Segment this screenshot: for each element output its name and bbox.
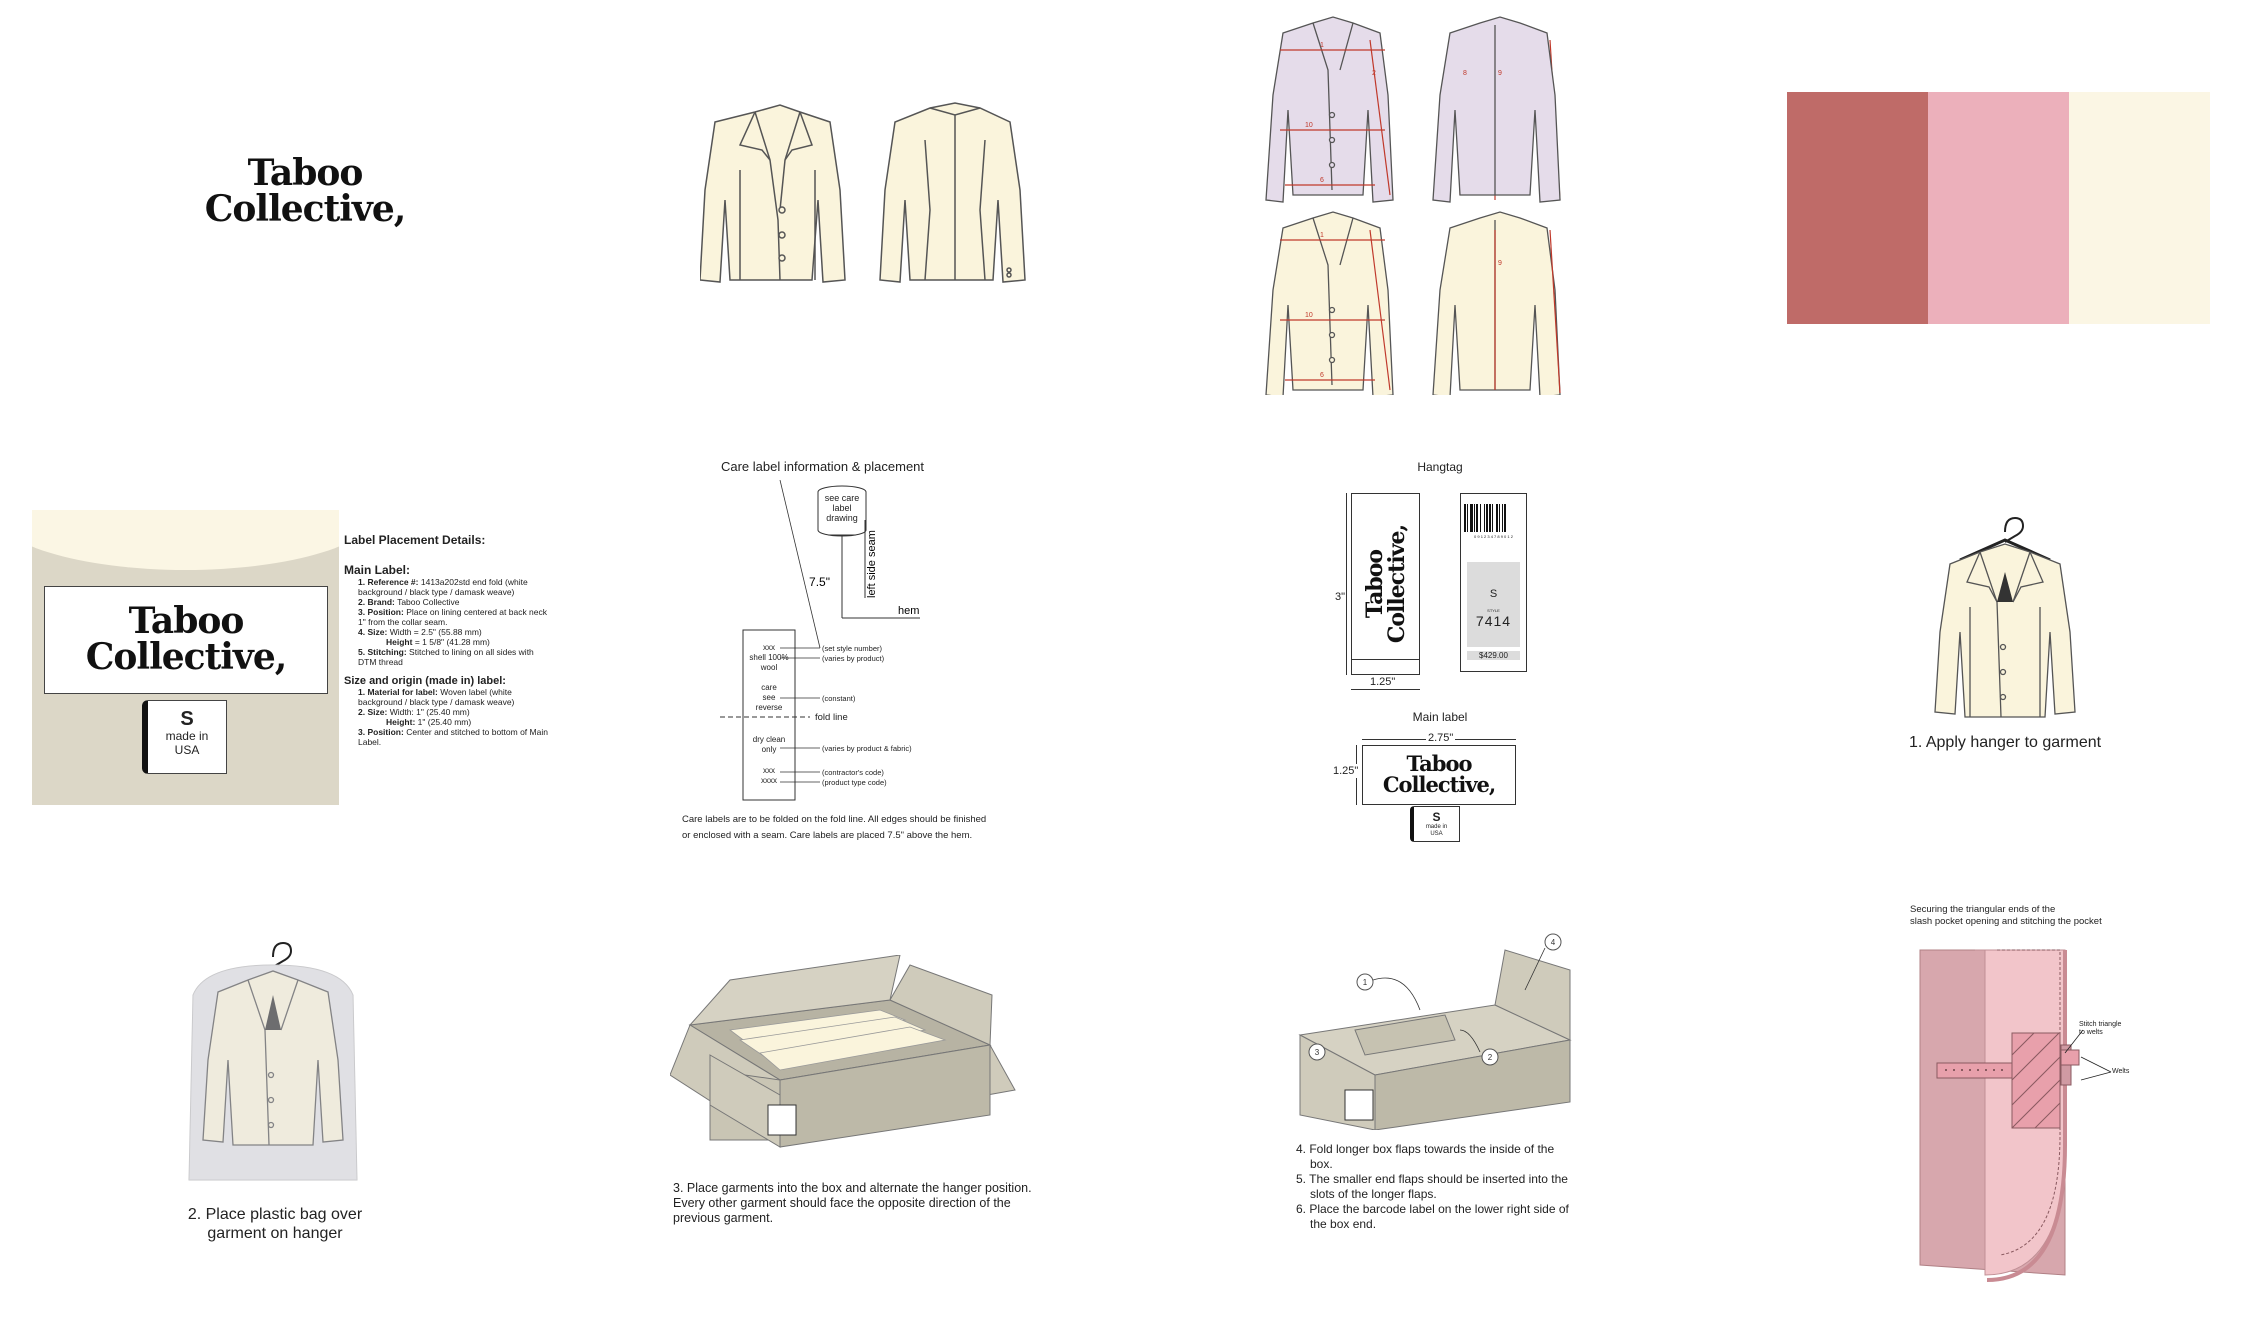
- label-detail-item: [358, 647, 554, 667]
- measure-num: 2: [1372, 70, 1376, 77]
- label-detail-num: 2.: [358, 597, 366, 607]
- main-label-items: [344, 577, 554, 667]
- care-label-text: care: [761, 683, 777, 692]
- label-detail-num: 1.: [358, 577, 366, 587]
- hangtag-bottom-strip: [1352, 659, 1419, 660]
- label-detail-key: Position:: [367, 607, 404, 617]
- step-5-line-2: slots of the longer flaps.: [1310, 1187, 1437, 1201]
- barcode-bar: [1504, 504, 1506, 532]
- label-detail-item: [358, 637, 554, 647]
- measure-front-lilac: [1266, 17, 1393, 202]
- jacket-in-bag: [185, 935, 360, 1185]
- barcode-bar: [1480, 504, 1481, 532]
- barcode: [1464, 504, 1524, 534]
- label-detail-num: 2.: [358, 707, 366, 717]
- size-origin-label: [142, 700, 227, 774]
- barcode-bar: [1486, 504, 1488, 532]
- step-3-line-3: previous garment.: [673, 1211, 774, 1225]
- measure-back-cream: [1433, 212, 1560, 395]
- label-detail-item: [358, 577, 554, 597]
- main-label-drawing-line-1: Taboo: [1406, 751, 1472, 776]
- care-callout: (varies by product & fabric): [822, 744, 912, 753]
- label-detail-value: Width = 2.5" (55.88 mm): [389, 627, 482, 637]
- label-detail-value: Woven label (white background / black type / damask weave): [358, 687, 515, 707]
- care-note-line-1: Care labels are to be folded on the fold line. All edges should be finished: [682, 814, 987, 825]
- step-2-line-1: 2. Place plastic bag over: [187, 1206, 363, 1223]
- care-label-text: xxx: [763, 766, 775, 775]
- main-label-drawing-line-2: Collective,: [1382, 772, 1496, 797]
- label-detail-value: Place on lining centered at back neck 1" from the collar seam.: [358, 607, 548, 627]
- label-detail-num: 5.: [358, 647, 366, 657]
- label-detail-key: Size:: [367, 707, 388, 717]
- hangtag-width-line: [1351, 689, 1420, 690]
- hangtag-style-label: STYLE: [1487, 608, 1500, 613]
- measure-num: 1: [1320, 232, 1324, 239]
- steps-4-6-caption: [1296, 1142, 1616, 1232]
- size-origin-made: made in: [165, 729, 209, 743]
- barcode-bar: [1470, 504, 1473, 532]
- measurement-specs: [1260, 15, 1600, 395]
- care-note-line-2: or enclosed with a seam. Care labels are placed 7.5" above the hem.: [682, 830, 973, 841]
- care-hem: hem: [898, 605, 920, 617]
- care-callout: (product type code): [822, 778, 887, 787]
- care-label-text: xxxx: [761, 776, 777, 785]
- pocket-callout-stitch: [2079, 1021, 2121, 1037]
- barcode-bar: [1496, 504, 1498, 532]
- step-3-line-1: 3. Place garments into the box and alternate the hanger position.: [673, 1181, 1032, 1195]
- label-detail-num: 3.: [358, 727, 366, 737]
- care-callout: (varies by product): [822, 654, 885, 663]
- pocket-title-line-2: slash pocket opening and stitching the pocket: [1910, 916, 2102, 927]
- step-2-caption: [160, 1205, 390, 1243]
- care-callout: fold line: [815, 712, 848, 723]
- care-note-line: drawing: [826, 513, 858, 523]
- main-label-width: 2.75": [1428, 732, 1454, 744]
- label-placement-title: Label Placement Details:: [344, 533, 486, 547]
- main-label-drawing: [1362, 745, 1516, 805]
- care-label-text: dry clean: [752, 735, 786, 744]
- label-detail-key: Height:: [386, 717, 416, 727]
- brand-line-1: Taboo: [247, 152, 363, 194]
- care-label-text: xxx: [763, 643, 775, 652]
- hangtag-height-line: [1346, 493, 1347, 675]
- box-step-number: 4: [1550, 938, 1556, 947]
- step-4-line-2: box.: [1310, 1157, 1333, 1171]
- hangtag-size: S: [1489, 588, 1498, 600]
- barcode-number: 0 9 1 2 3 4 7 8 9 0 1 2: [1474, 534, 1513, 539]
- hangtag-brand-line-2: Collective,: [1383, 524, 1410, 644]
- care-label-title: Care label information & placement: [720, 459, 925, 474]
- care-label-text: shell 100%: [749, 653, 789, 662]
- label-detail-item: [358, 597, 554, 607]
- label-detail-value: = 1 5/8" (41.28 mm): [414, 637, 490, 647]
- main-label-title: Main label: [1412, 710, 1468, 724]
- care-callout: (set style number): [822, 644, 883, 653]
- label-detail-value: Stitched to lining on all sides with DTM thread: [358, 647, 534, 667]
- lining-curve: [32, 510, 339, 570]
- closing-box: [1295, 930, 1595, 1130]
- label-detail-value: 1413a202std end fold (white background / black type / damask weave): [358, 577, 528, 597]
- care-label-diagram: [680, 480, 980, 815]
- pocket-callout-stitch-line-1: Stitch triangle: [2079, 1021, 2122, 1028]
- label-detail-item: [358, 717, 554, 727]
- main-label-sample: [44, 586, 328, 694]
- box-barcode-label: [768, 1105, 796, 1135]
- measure-num: 9: [1498, 70, 1502, 77]
- box-step-number: 3: [1314, 1048, 1320, 1057]
- measure-num: 8: [1463, 70, 1467, 77]
- care-callout: (constant): [822, 694, 856, 703]
- care-label-note: [682, 812, 992, 844]
- label-placement-details: [344, 533, 554, 747]
- step-3-line-2: Every other garment should face the opposite direction of the: [673, 1196, 1011, 1210]
- jacket-back: [880, 103, 1025, 282]
- barcode-bar: [1467, 504, 1468, 532]
- care-label-text: wool: [760, 663, 778, 672]
- main-label-size: S: [1432, 810, 1441, 824]
- pocket-title: [1910, 904, 2160, 928]
- size-origin-size: S: [180, 708, 194, 730]
- hangtag-title: Hangtag: [1417, 460, 1463, 474]
- pocket-callout-welts: Welts: [2112, 1068, 2130, 1075]
- barcode-bar: [1499, 504, 1500, 532]
- step-4-line-1: 4. Fold longer box flaps towards the inside of the: [1296, 1142, 1555, 1156]
- main-label-country: USA: [1430, 831, 1443, 837]
- barcode-bar: [1492, 504, 1493, 532]
- size-label-heading: Size and origin (made in) label:: [344, 675, 506, 687]
- barcode-bar: [1484, 504, 1485, 532]
- box-end-barcode-label: [1345, 1090, 1373, 1120]
- pocket-callout-stitch-line-2: to welts: [2079, 1029, 2103, 1036]
- label-detail-num: 1.: [358, 687, 366, 697]
- step-6-line-1: 6. Place the barcode label on the lower right side of: [1296, 1202, 1569, 1216]
- care-side-seam: left side seam: [866, 530, 878, 598]
- pocket-diagram: [1915, 945, 2145, 1290]
- label-detail-num: 3.: [358, 607, 366, 617]
- measure-num: 6: [1320, 177, 1324, 184]
- label-detail-key: Reference #:: [367, 577, 419, 587]
- step-6-line-2: the box end.: [1310, 1217, 1377, 1231]
- care-callout: (contractor's code): [822, 768, 884, 777]
- label-detail-item: [358, 687, 554, 707]
- care-note-line: label: [832, 503, 852, 513]
- step-3-caption: [673, 1181, 1053, 1226]
- label-detail-value: Center and stitched to bottom of Main Label.: [358, 727, 548, 747]
- label-detail-value: Taboo Collective: [397, 597, 460, 607]
- label-detail-key: Size:: [367, 627, 388, 637]
- barcode-bar: [1489, 504, 1491, 532]
- care-note-line: see care: [824, 493, 860, 503]
- jacket-flat-sketch: [700, 100, 1040, 290]
- jacket-front: [700, 105, 845, 282]
- label-placement-panel: [32, 510, 339, 805]
- label-detail-key: Material for label:: [367, 687, 438, 697]
- care-label-text: only: [761, 745, 777, 754]
- main-label-height: 1.25": [1333, 765, 1359, 777]
- color-swatch-cream: [2069, 92, 2210, 324]
- label-detail-value: 1" (25.40 mm): [417, 717, 472, 727]
- label-detail-item: [358, 707, 554, 717]
- label-detail-item: [358, 607, 554, 627]
- jacket-on-hanger: [1925, 512, 2085, 732]
- measure-back-lilac: [1433, 17, 1560, 202]
- main-label-heading: Main Label:: [344, 563, 411, 577]
- hangtag-brand: [1361, 524, 1410, 644]
- measure-num: 6: [1320, 372, 1324, 379]
- hangtag-style: 7414: [1475, 613, 1512, 629]
- label-detail-item: [358, 627, 554, 637]
- label-detail-key: Stitching:: [367, 647, 407, 657]
- barcode-bar: [1474, 504, 1475, 532]
- step-2-line-2: garment on hanger: [207, 1225, 343, 1242]
- barcode-bar: [1502, 504, 1503, 532]
- care-measure: 7.5": [809, 575, 830, 589]
- hangtag-price: $429.00: [1467, 651, 1520, 660]
- size-origin-country: USA: [174, 743, 200, 757]
- care-label-text: see: [762, 693, 776, 702]
- label-detail-key: Brand:: [367, 597, 395, 607]
- open-box-with-garments: [670, 955, 1020, 1155]
- color-swatch-pink: [1928, 92, 2069, 324]
- pocket-title-line-1: Securing the triangular ends of the: [1910, 904, 2056, 915]
- main-label-brand-line-2: Collective,: [85, 636, 287, 678]
- care-label-text: reverse: [755, 703, 783, 712]
- hangtag-back: [1460, 493, 1527, 672]
- barcode-bar: [1476, 504, 1478, 532]
- measure-num: 1: [1320, 42, 1324, 49]
- main-label-brand-line-1: Taboo: [128, 600, 244, 642]
- step-1-caption: 1. Apply hanger to garment: [1908, 734, 2102, 751]
- hangtag-info-box: [1467, 562, 1520, 647]
- label-detail-key: Height: [386, 637, 413, 647]
- box-step-number: 2: [1487, 1053, 1493, 1062]
- measure-num: 9: [1498, 260, 1502, 267]
- hangtag-height: 3": [1335, 591, 1346, 603]
- color-swatch-rose: [1787, 92, 1928, 324]
- label-detail-num: 4.: [358, 627, 366, 637]
- main-label-size-tag: [1410, 806, 1460, 842]
- main-label-made: made in: [1425, 824, 1448, 830]
- hangtag-brand-line-1: Taboo: [1361, 549, 1388, 619]
- barcode-bar: [1464, 504, 1466, 532]
- label-detail-item: [358, 727, 554, 747]
- label-detail-value: Width: 1" (25.40 mm): [389, 707, 470, 717]
- measure-num: 10: [1305, 312, 1313, 319]
- hangtag-width: 1.25": [1370, 676, 1396, 688]
- size-label-items: [344, 687, 554, 747]
- step-5-line-1: 5. The smaller end flaps should be inserted into the: [1296, 1172, 1568, 1186]
- measure-num: 10: [1305, 122, 1313, 129]
- hangtag-front: [1351, 493, 1420, 675]
- label-detail-key: Position:: [367, 727, 404, 737]
- brand-line-2: Collective,: [204, 188, 406, 230]
- brand-logo: [190, 152, 420, 230]
- box-step-number: 1: [1362, 978, 1368, 987]
